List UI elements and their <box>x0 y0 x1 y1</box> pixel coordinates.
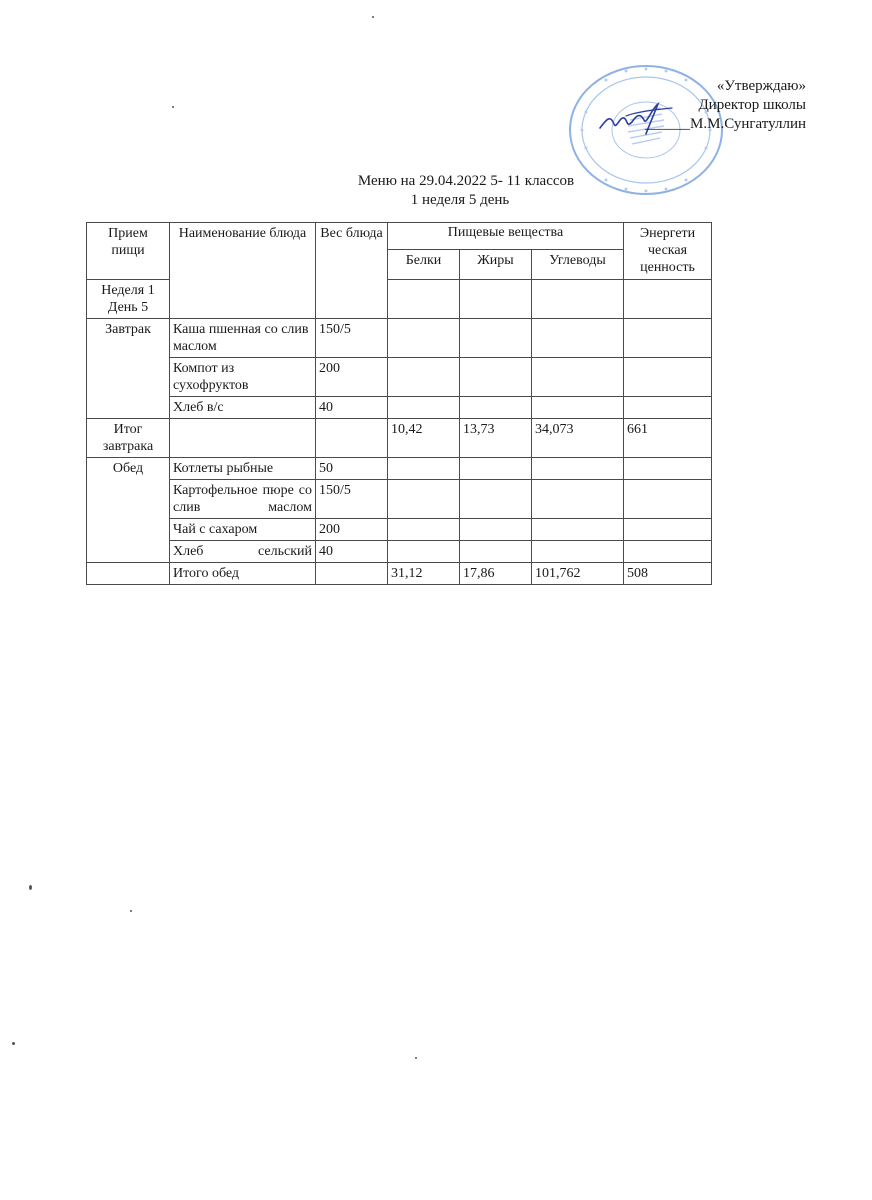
lunch-total-label: Итого обед <box>170 563 316 585</box>
empty-cell <box>388 358 460 397</box>
header-carbs: Углеводы <box>532 250 624 280</box>
empty-cell <box>388 280 460 319</box>
empty-cell <box>170 419 316 458</box>
empty-cell <box>460 358 532 397</box>
approval-line-name: ______М.М.Сунгатуллин <box>645 116 806 132</box>
total-energy: 661 <box>624 419 712 458</box>
total-carbs: 101,762 <box>532 563 624 585</box>
empty-cell <box>624 358 712 397</box>
table-row <box>87 541 712 563</box>
total-fat: 17,86 <box>460 563 532 585</box>
empty-cell <box>388 397 460 419</box>
header-energy: Энергети ческая ценность <box>624 223 712 280</box>
menu-title <box>0 172 872 210</box>
breakfast-total-row <box>87 419 712 458</box>
dish-name: Хлеб сельский <box>170 541 316 563</box>
menu-title-date: Меню на 29.04.2022 5- 11 классов <box>357 173 575 189</box>
scan-speck <box>12 1042 15 1045</box>
empty-cell <box>460 280 532 319</box>
menu-title-week: 1 неделя 5 день <box>410 192 510 208</box>
dish-weight: 40 <box>316 397 388 419</box>
table-row <box>87 319 712 358</box>
scan-speck <box>415 1057 417 1059</box>
empty-cell <box>624 458 712 480</box>
scan-speck <box>372 16 374 18</box>
total-fat: 13,73 <box>460 419 532 458</box>
meal-lunch-label: Обед <box>87 458 170 563</box>
table-row <box>87 519 712 541</box>
dish-name: Компот из сухофруктов <box>170 358 316 397</box>
table-row <box>87 480 712 519</box>
dish-weight: 200 <box>316 358 388 397</box>
week-day-cell: Неделя 1 День 5 <box>87 280 170 319</box>
approval-line-approve: «Утверждаю» <box>716 78 806 94</box>
empty-cell <box>388 319 460 358</box>
table-row <box>87 358 712 397</box>
empty-cell <box>624 541 712 563</box>
breakfast-total-label: Итог завтрака <box>87 419 170 458</box>
empty-cell <box>624 480 712 519</box>
scan-speck <box>130 910 132 912</box>
empty-cell <box>624 397 712 419</box>
empty-cell <box>532 519 624 541</box>
header-dish: Наименование блюда <box>170 223 316 319</box>
dish-weight: 200 <box>316 519 388 541</box>
empty-cell <box>624 519 712 541</box>
empty-cell <box>316 563 388 585</box>
empty-cell <box>460 458 532 480</box>
meal-breakfast-label: Завтрак <box>87 319 170 419</box>
dish-weight: 50 <box>316 458 388 480</box>
approval-line-position: Директор школы <box>698 97 806 113</box>
empty-cell <box>388 480 460 519</box>
empty-cell <box>316 419 388 458</box>
header-protein: Белки <box>388 250 460 280</box>
header-fat: Жиры <box>460 250 532 280</box>
empty-cell <box>532 319 624 358</box>
empty-cell <box>388 458 460 480</box>
lunch-total-row <box>87 563 712 585</box>
empty-cell <box>460 480 532 519</box>
empty-cell <box>460 541 532 563</box>
empty-cell <box>532 458 624 480</box>
scan-speck <box>172 106 174 108</box>
empty-cell <box>532 397 624 419</box>
dish-weight: 150/5 <box>316 319 388 358</box>
dish-name: Картофельное пюре со слив маслом <box>170 480 316 519</box>
empty-cell <box>532 358 624 397</box>
total-protein: 31,12 <box>388 563 460 585</box>
total-energy: 508 <box>624 563 712 585</box>
scan-speck <box>29 885 32 890</box>
dish-name: Чай с сахаром <box>170 519 316 541</box>
approval-block <box>645 77 806 134</box>
dish-name: Котлеты рыбные <box>170 458 316 480</box>
empty-cell <box>460 397 532 419</box>
empty-cell <box>460 519 532 541</box>
empty-cell <box>532 480 624 519</box>
dish-name: Хлеб в/с <box>170 397 316 419</box>
empty-cell <box>532 280 624 319</box>
total-protein: 10,42 <box>388 419 460 458</box>
header-row-1 <box>87 223 712 250</box>
empty-cell <box>460 319 532 358</box>
empty-cell <box>624 280 712 319</box>
dish-weight: 150/5 <box>316 480 388 519</box>
dish-name: Каша пшенная со слив маслом <box>170 319 316 358</box>
empty-cell <box>87 563 170 585</box>
header-nutrients: Пищевые вещества <box>388 223 624 250</box>
empty-cell <box>532 541 624 563</box>
empty-cell <box>388 541 460 563</box>
header-weight: Вес блюда <box>316 223 388 319</box>
total-carbs: 34,073 <box>532 419 624 458</box>
header-meal: Прием пищи <box>87 223 170 280</box>
table-row <box>87 397 712 419</box>
table-row <box>87 458 712 480</box>
empty-cell <box>388 519 460 541</box>
menu-table <box>86 222 712 585</box>
empty-cell <box>624 319 712 358</box>
dish-weight: 40 <box>316 541 388 563</box>
